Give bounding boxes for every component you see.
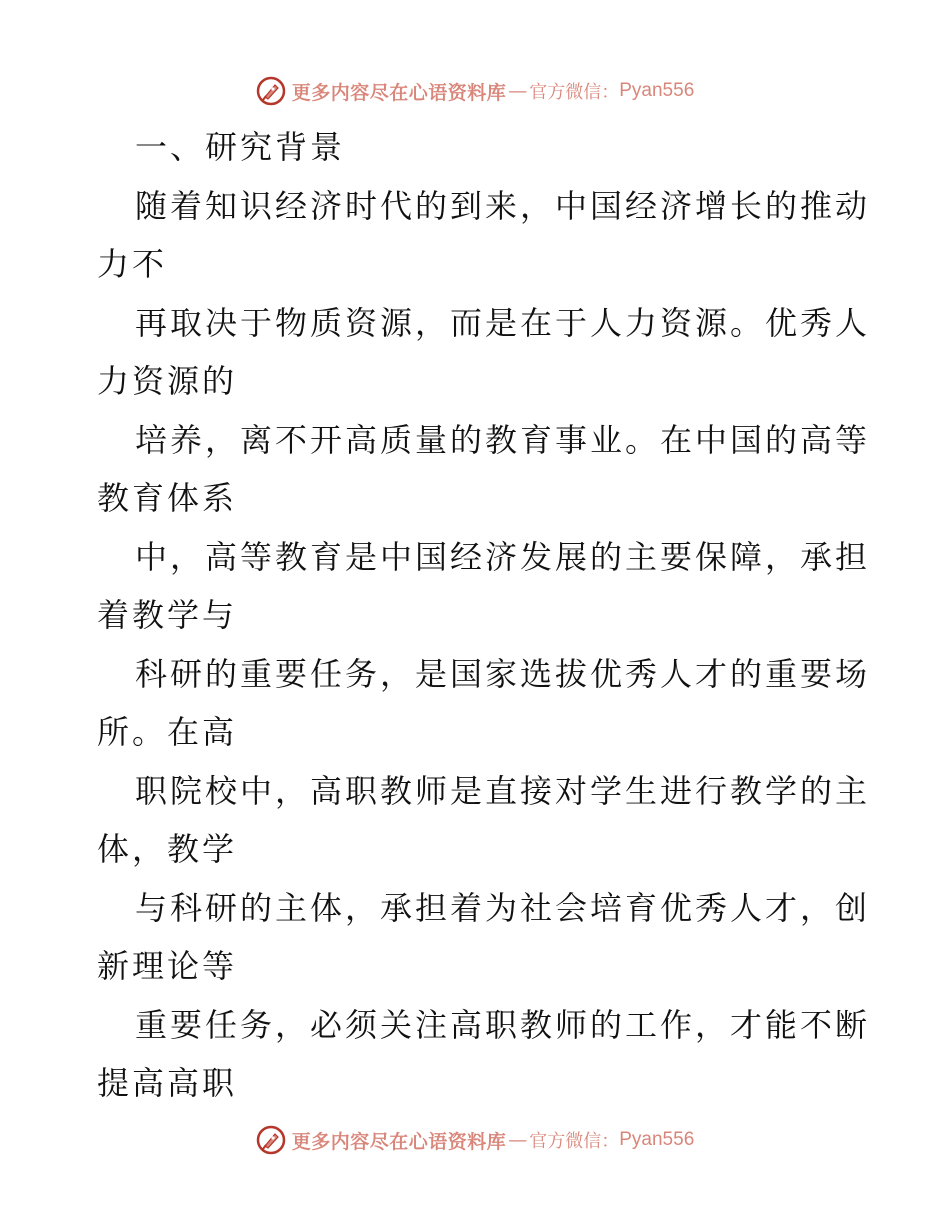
paragraph-line: 着教学与 [97, 596, 238, 634]
watermark-brand-text: 更多内容尽在心语资料库 [291, 81, 507, 104]
paragraph-line: 再取决于物质资源，而是在于人力资源。优秀人 [135, 304, 871, 342]
watermark-account: Pyan556 [619, 1129, 695, 1150]
paragraph-line: 提高高职 [97, 1064, 238, 1102]
paragraph-line: 科研的重要任务，是国家选拔优秀人才的重要场 [135, 655, 871, 693]
watermark-separator: — [508, 80, 528, 102]
paragraph-line: 体，教学 [97, 830, 238, 868]
watermark-separator: — [508, 1129, 528, 1151]
watermark-account: Pyan556 [619, 80, 695, 101]
section-heading: 一、研究背景 [135, 128, 346, 166]
paragraph-line: 随着知识经济时代的到来，中国经济增长的推动 [135, 187, 871, 225]
paragraph-line: 所。在高 [97, 713, 238, 751]
paragraph-line: 培养，离不开高质量的教育事业。在中国的高等 [135, 421, 871, 459]
footer-watermark [0, 1120, 950, 1160]
watermark-brand-text: 更多内容尽在心语资料库 [291, 1130, 507, 1153]
paragraph-line: 职院校中，高职教师是直接对学生进行教学的主 [135, 772, 871, 810]
paragraph-line: 力不 [97, 245, 168, 283]
pen-nib-logo-icon [256, 1125, 286, 1155]
header-watermark [0, 71, 950, 111]
paragraph-line: 新理论等 [97, 947, 238, 985]
paragraph-line: 力资源的 [97, 362, 238, 400]
paragraph-line: 与科研的主体，承担着为社会培育优秀人才，创 [135, 889, 871, 927]
paragraph-line: 中，高等教育是中国经济发展的主要保障，承担 [135, 538, 871, 576]
watermark-official-label: 官方微信： [529, 1131, 620, 1152]
paragraph-line: 重要任务，必须关注高职教师的工作，才能不断 [135, 1006, 871, 1044]
watermark-official-label: 官方微信： [529, 82, 620, 103]
paragraph-line: 教育体系 [97, 479, 238, 517]
pen-nib-logo-icon [256, 76, 286, 106]
